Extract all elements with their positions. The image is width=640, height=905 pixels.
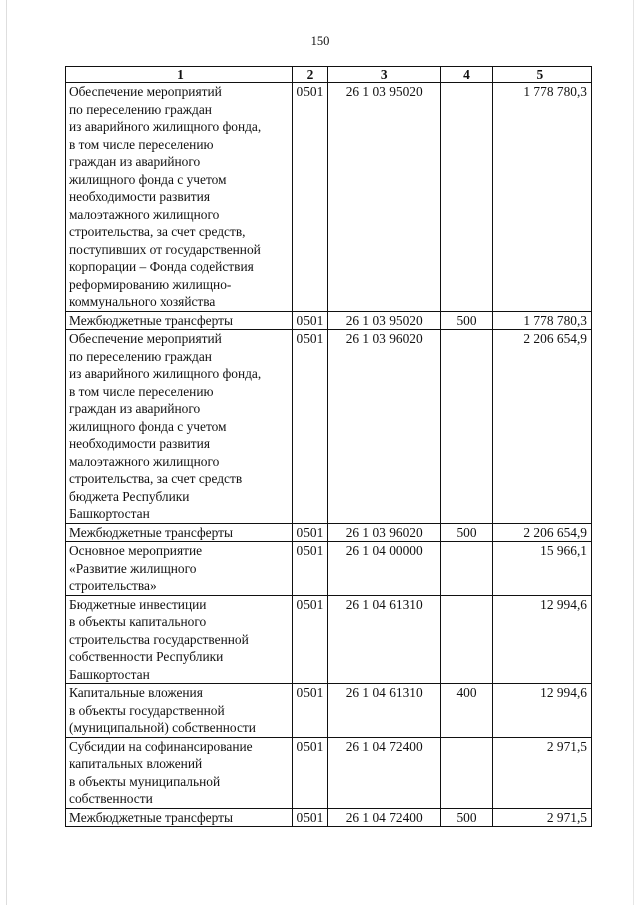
row-name-line: строительства» xyxy=(69,578,157,593)
row-amount-cell: 15 966,1 xyxy=(492,542,591,596)
row-name-line: собственности Республики xyxy=(69,649,224,664)
header-col-5: 5 xyxy=(492,67,591,83)
budget-table xyxy=(65,66,592,827)
row-name-line: в объекты капитального xyxy=(69,614,207,629)
row-name-cell xyxy=(66,684,293,738)
row-section-cell: 0501 xyxy=(292,808,327,827)
row-target-code-cell: 26 1 03 96020 xyxy=(327,330,440,524)
row-name-line: жилищного фонда с учетом xyxy=(69,418,227,434)
header-col-4: 4 xyxy=(441,67,492,83)
row-amount-cell: 2 206 654,9 xyxy=(492,523,591,542)
row-name-cell xyxy=(66,542,293,596)
row-name-line: коммунального хозяйства xyxy=(69,294,216,309)
table-row xyxy=(66,595,592,684)
row-target-code-cell: 26 1 04 61310 xyxy=(327,684,440,738)
row-name-line: в том числе переселению xyxy=(69,383,214,399)
row-name-line: строительства, за счет средств, xyxy=(69,224,246,239)
row-target-code-cell: 26 1 04 72400 xyxy=(327,737,440,808)
table-row xyxy=(66,83,592,312)
row-section-cell: 0501 xyxy=(292,83,327,312)
header-col-3: 3 xyxy=(327,67,440,83)
scan-edge-right xyxy=(633,0,634,905)
row-name-line: Обеспечение мероприятий xyxy=(69,331,222,346)
row-name-line: жилищного фонда с учетом xyxy=(69,171,227,187)
row-expense-type-cell xyxy=(441,542,492,596)
row-section-cell: 0501 xyxy=(292,595,327,684)
row-name-line: малоэтажного жилищного xyxy=(69,453,220,469)
row-section-cell: 0501 xyxy=(292,737,327,808)
row-expense-type-cell xyxy=(441,737,492,808)
table-row xyxy=(66,684,592,738)
row-name-cell xyxy=(66,83,293,312)
row-name-line: строительства, за счет средств xyxy=(69,471,243,486)
row-name-line: граждан из аварийного xyxy=(69,154,201,169)
table-body xyxy=(66,83,592,827)
row-name-cell xyxy=(66,808,293,827)
row-amount-cell: 1 778 780,3 xyxy=(492,83,591,312)
row-name-line: необходимости развития xyxy=(69,189,210,204)
row-name-cell xyxy=(66,595,293,684)
row-target-code-cell: 26 1 04 61310 xyxy=(327,595,440,684)
header-col-1: 1 xyxy=(66,67,293,83)
row-name-cell xyxy=(66,523,293,542)
row-amount-cell: 2 971,5 xyxy=(492,737,591,808)
table-row xyxy=(66,737,592,808)
row-expense-type-cell: 500 xyxy=(441,808,492,827)
row-name-line: по переселению граждан xyxy=(69,348,212,364)
row-expense-type-cell xyxy=(441,595,492,684)
row-name-line: из аварийного жилищного фонда, xyxy=(69,366,262,381)
row-target-code-cell: 26 1 03 95020 xyxy=(327,311,440,330)
row-expense-type-cell: 500 xyxy=(441,523,492,542)
table-row xyxy=(66,330,592,524)
row-name-line: Межбюджетные трансферты xyxy=(69,312,233,328)
row-name-line: в объекты государственной xyxy=(69,702,225,718)
row-target-code-cell: 26 1 04 00000 xyxy=(327,542,440,596)
row-name-cell xyxy=(66,330,293,524)
row-name-line: Капитальные вложения xyxy=(69,685,203,700)
row-name-line: Бюджетные инвестиции xyxy=(69,596,207,612)
table-header-row xyxy=(66,67,592,83)
row-name-line: (муниципальной) собственности xyxy=(69,720,256,735)
page-number: 150 xyxy=(310,34,330,48)
row-name-line: Межбюджетные трансферты xyxy=(69,524,233,540)
row-name-line: необходимости развития xyxy=(69,436,210,451)
row-name-line: малоэтажного жилищного xyxy=(69,206,220,222)
row-name-line: поступивших от государственной xyxy=(69,241,261,257)
row-amount-cell: 12 994,6 xyxy=(492,684,591,738)
row-expense-type-cell: 400 xyxy=(441,684,492,738)
row-name-line: граждан из аварийного xyxy=(69,401,201,416)
row-amount-cell: 1 778 780,3 xyxy=(492,311,591,330)
row-name-line: Башкортостан xyxy=(69,666,150,682)
row-name-cell xyxy=(66,737,293,808)
header-col-2: 2 xyxy=(292,67,327,83)
row-expense-type-cell xyxy=(441,83,492,312)
scan-edge-left xyxy=(6,0,7,905)
row-target-code-cell: 26 1 04 72400 xyxy=(327,808,440,827)
row-name-line: реформированию жилищно- xyxy=(69,276,232,292)
row-section-cell: 0501 xyxy=(292,542,327,596)
row-target-code-cell: 26 1 03 95020 xyxy=(327,83,440,312)
row-section-cell: 0501 xyxy=(292,523,327,542)
row-section-cell: 0501 xyxy=(292,684,327,738)
table-row xyxy=(66,808,592,827)
row-name-line: «Развитие жилищного xyxy=(69,560,197,576)
row-name-line: собственности xyxy=(69,791,153,806)
row-name-line: в объекты муниципальной xyxy=(69,773,221,789)
row-section-cell: 0501 xyxy=(292,330,327,524)
row-name-line: из аварийного жилищного фонда, xyxy=(69,119,262,134)
table-row xyxy=(66,523,592,542)
table-row xyxy=(66,542,592,596)
row-amount-cell: 2 206 654,9 xyxy=(492,330,591,524)
row-name-line: в том числе переселению xyxy=(69,136,214,152)
row-name-line: Обеспечение мероприятий xyxy=(69,84,222,99)
row-section-cell: 0501 xyxy=(292,311,327,330)
row-amount-cell: 2 971,5 xyxy=(492,808,591,827)
row-name-line: Межбюджетные трансферты xyxy=(69,809,233,825)
row-name-line: капитальных вложений xyxy=(69,756,203,771)
row-name-line: Основное мероприятие xyxy=(69,543,203,558)
row-name-line: Субсидии на софинансирование xyxy=(69,738,253,754)
row-name-line: бюджета Республики xyxy=(69,488,190,504)
row-expense-type-cell: 500 xyxy=(441,311,492,330)
table-row xyxy=(66,311,592,330)
row-name-line: Башкортостан xyxy=(69,506,150,521)
row-expense-type-cell xyxy=(441,330,492,524)
row-target-code-cell: 26 1 03 96020 xyxy=(327,523,440,542)
row-name-line: по переселению граждан xyxy=(69,101,212,117)
row-name-line: корпорации – Фонда содействия xyxy=(69,259,254,274)
row-name-cell xyxy=(66,311,293,330)
row-amount-cell: 12 994,6 xyxy=(492,595,591,684)
row-name-line: строительства государственной xyxy=(69,631,249,647)
